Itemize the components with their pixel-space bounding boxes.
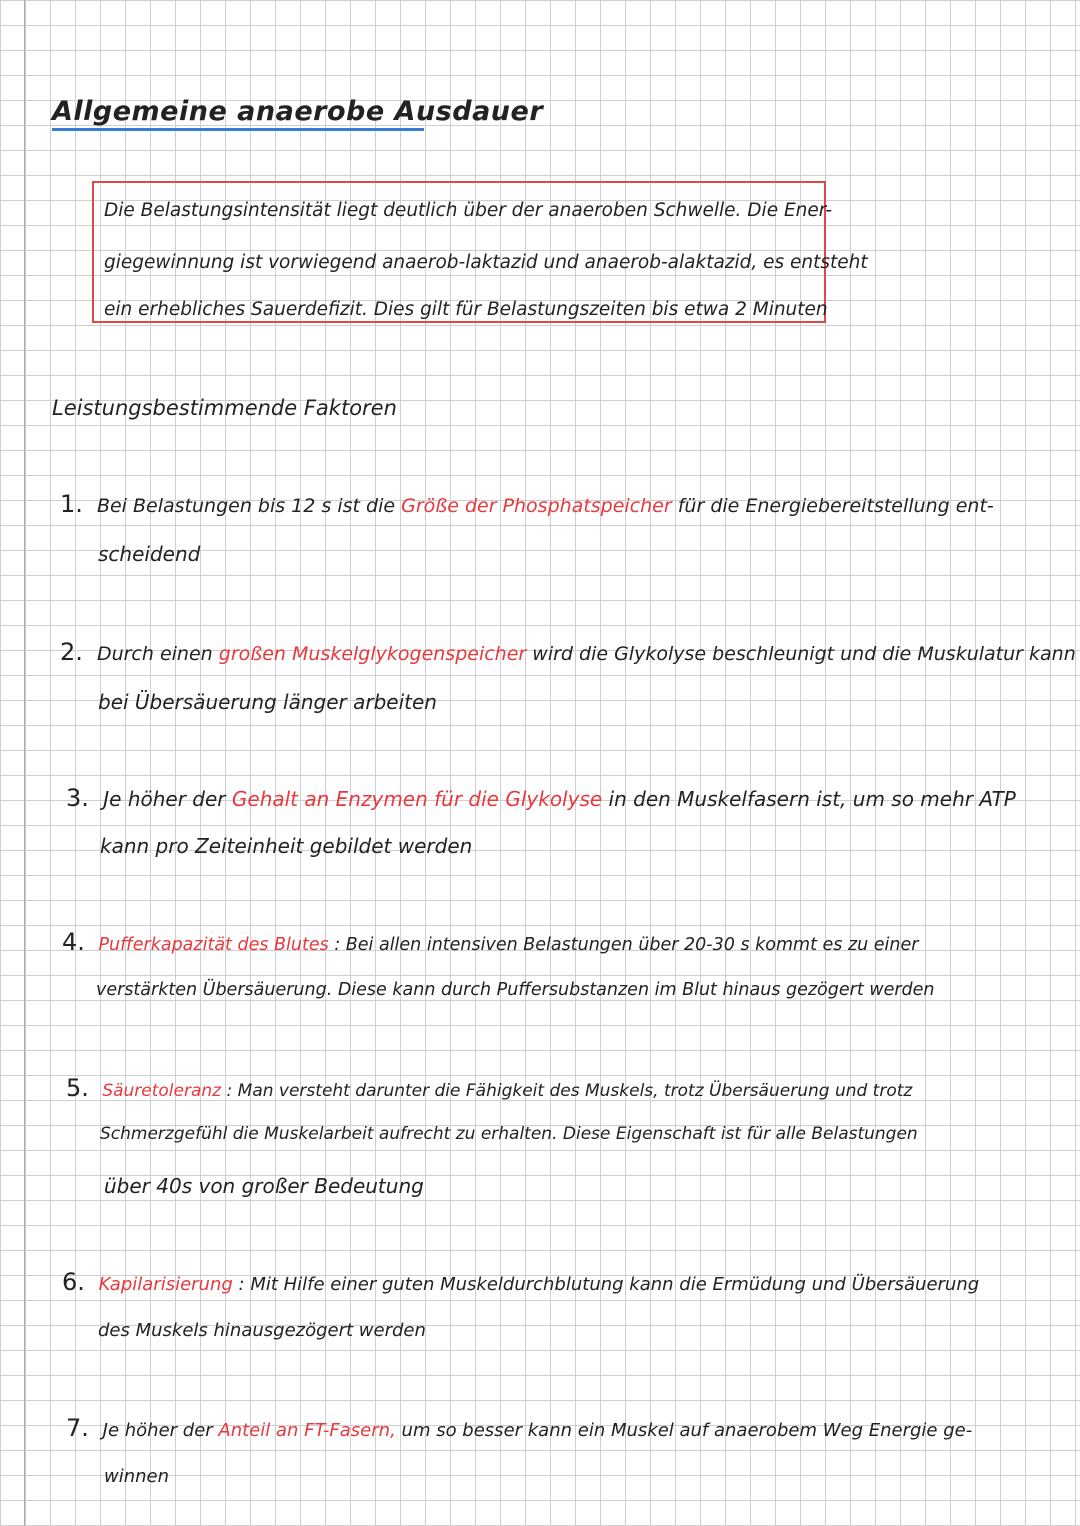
list-item-4-line-2: verstärkten Übersäuerung. Diese kann durch Puffersubstanzen im Blut hinaus gezögert werden [96, 980, 935, 1000]
list-item-highlight: Größe der Phosphatspeicher [401, 495, 672, 517]
list-item-number: 4. [62, 928, 85, 956]
list-item-text: in den Muskelfasern ist, um so mehr ATP [608, 787, 1016, 811]
definition-line-1: Die Belastungsintensität liegt deutlich über der anaeroben Schwelle. Die Ener- [104, 200, 833, 221]
list-item-highlight: Pufferkapazität des Blutes [98, 935, 329, 955]
list-item-text: Je höher der [103, 787, 226, 811]
list-item-highlight: Kapilarisierung [98, 1274, 233, 1295]
list-item-number: 5. [66, 1074, 89, 1102]
list-item-highlight: großen Muskelglykogenspeicher [218, 643, 527, 665]
list-item-highlight: Anteil an FT-Fasern, [218, 1420, 396, 1441]
list-item-6-line-1 [62, 1268, 979, 1296]
list-item-text: : Mit Hilfe einer guten Muskeldurchblutung kann die Ermüdung und Übersäuerung [238, 1274, 980, 1295]
list-item-number: 7. [66, 1414, 89, 1442]
list-item-number: 1. [60, 490, 83, 518]
list-item-number: 2. [60, 638, 83, 666]
list-item-7-line-1 [66, 1414, 972, 1442]
section-subtitle: Leistungsbestimmende Faktoren [52, 396, 397, 420]
list-item-7-line-2: winnen [104, 1466, 170, 1487]
list-item-text: : Man versteht darunter die Fähigkeit des Muskels, trotz Übersäuerung und trotz [226, 1081, 913, 1101]
list-item-5-line-3: über 40s von großer Bedeutung [104, 1174, 424, 1198]
list-item-number: 3. [66, 784, 89, 812]
list-item-text: : Bei allen intensiven Belastungen über 20-30 s kommt es zu einer [334, 935, 919, 955]
list-item-text: um so besser kann ein Muskel auf anaerobem Weg Energie ge- [401, 1420, 973, 1441]
title-underline [52, 128, 424, 131]
list-item-2-line-1 [60, 638, 1076, 666]
list-item-5-line-1 [66, 1074, 912, 1102]
definition-line-2: giegewinnung ist vorwiegend anaerob-laktazid und anaerob-alaktazid, es entsteht [104, 252, 868, 273]
list-item-2-line-2: bei Übersäuerung länger arbeiten [98, 690, 437, 714]
list-item-4-line-1 [62, 928, 918, 956]
list-item-1-line-2: scheidend [98, 542, 201, 566]
list-item-number: 6. [62, 1268, 85, 1296]
list-item-text: Bei Belastungen bis 12 s ist die [96, 495, 396, 517]
list-item-highlight: Gehalt an Enzymen für die Glykolyse [231, 787, 603, 811]
list-item-text: für die Energiebereitstellung ent- [677, 495, 994, 517]
list-item-3-line-1 [66, 784, 1016, 812]
list-item-text: Je höher der [102, 1420, 213, 1441]
list-item-text: Durch einen [96, 643, 213, 665]
list-item-3-line-2: kann pro Zeiteinheit gebildet werden [100, 834, 473, 858]
definition-line-3: ein erhebliches Sauerdefizit. Dies gilt für Belastungszeiten bis etwa 2 Minuten [104, 299, 828, 320]
list-item-6-line-2: des Muskels hinausgezögert werden [98, 1320, 426, 1341]
list-item-5-line-2: Schmerzgefühl die Muskelarbeit aufrecht zu erhalten. Diese Eigenschaft ist für alle Belastungen [100, 1124, 918, 1144]
list-item-highlight: Säuretoleranz [102, 1081, 222, 1101]
margin-line [24, 0, 25, 1526]
list-item-1-line-1 [60, 490, 994, 518]
page-title: Allgemeine anaerobe Ausdauer [52, 96, 544, 127]
list-item-text: wird die Glykolyse beschleunigt und die Muskulatur kann [532, 643, 1076, 665]
